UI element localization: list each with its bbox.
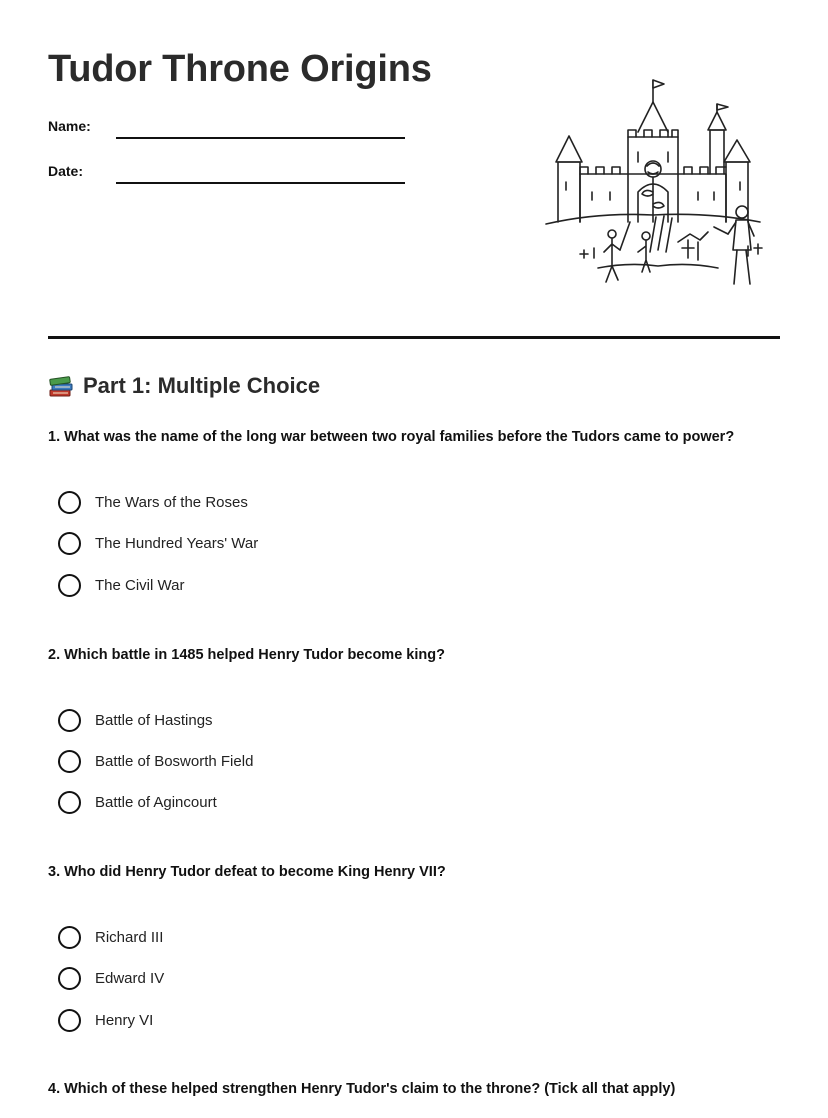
radio-button[interactable] <box>58 926 81 949</box>
worksheet-title: Tudor Throne Origins <box>48 48 432 90</box>
q1-option-1[interactable] <box>58 490 248 514</box>
question-2: 2. Which battle in 1485 helped Henry Tudor become king? <box>48 647 445 663</box>
date-field[interactable] <box>116 182 405 184</box>
q1-option-3[interactable] <box>58 573 184 597</box>
option-label: Battle of Bosworth Field <box>95 752 254 770</box>
radio-button[interactable] <box>58 491 81 514</box>
radio-button[interactable] <box>58 532 81 555</box>
radio-button[interactable] <box>58 1009 81 1032</box>
q2-option-3[interactable] <box>58 790 217 814</box>
castle-rose-knight-illustration <box>538 72 768 297</box>
option-label: The Hundred Years' War <box>95 534 259 552</box>
part-1-heading-text: Part 1: Multiple Choice <box>83 373 321 398</box>
radio-button[interactable] <box>58 709 81 732</box>
date-label: Date: <box>48 163 84 179</box>
option-label: Battle of Agincourt <box>95 793 217 811</box>
q3-option-1[interactable] <box>58 925 163 949</box>
books-icon <box>48 373 74 399</box>
part-1-heading <box>48 373 320 399</box>
question-4: 4. Which of these helped strengthen Henry Tudor's claim to the throne? (Tick all that apply) <box>48 1081 676 1097</box>
q1-option-2[interactable] <box>58 531 258 555</box>
option-label: Richard III <box>95 928 164 946</box>
radio-button[interactable] <box>58 574 81 597</box>
q3-option-2[interactable] <box>58 966 164 990</box>
name-field[interactable] <box>116 137 405 139</box>
option-label: The Wars of the Roses <box>95 493 248 511</box>
option-label: Henry VI <box>95 1011 154 1029</box>
q2-option-2[interactable] <box>58 749 253 773</box>
radio-button[interactable] <box>58 791 81 814</box>
option-label: Battle of Hastings <box>95 711 213 729</box>
name-label: Name: <box>48 118 91 134</box>
option-label: Edward IV <box>95 969 165 987</box>
option-label: The Civil War <box>95 576 185 594</box>
radio-button[interactable] <box>58 750 81 773</box>
radio-button[interactable] <box>58 967 81 990</box>
q3-option-3[interactable] <box>58 1008 153 1032</box>
question-3: 3. Who did Henry Tudor defeat to become King Henry VII? <box>48 864 446 880</box>
q2-option-1[interactable] <box>58 708 213 732</box>
question-1: 1. What was the name of the long war between two royal families before the Tudors came to power? <box>48 429 735 445</box>
section-divider <box>48 336 780 339</box>
